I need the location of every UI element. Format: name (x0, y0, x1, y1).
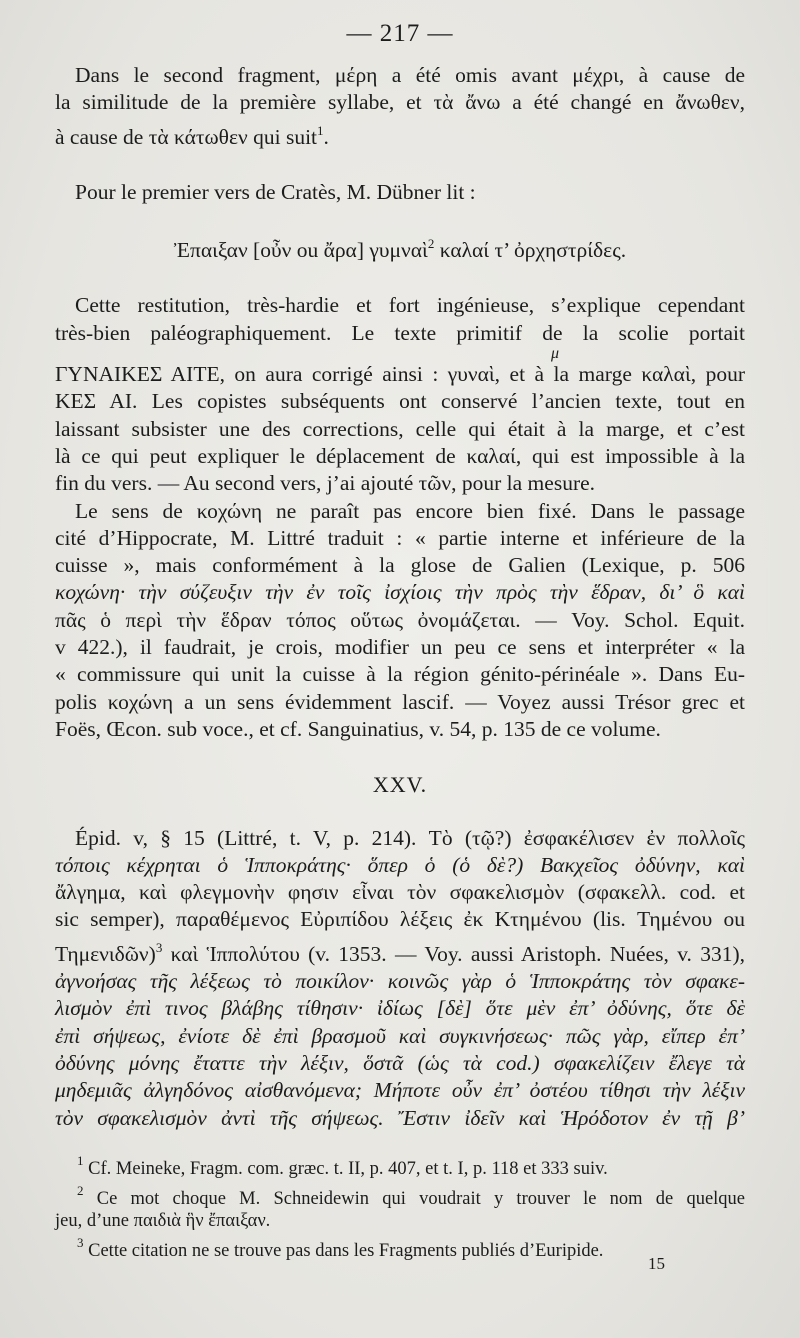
text-line: cuisse », mais conformément à la glose de Galien (Lexique, p. 506 (55, 553, 745, 578)
text-line: Pour le premier vers de Cratès, M. Dübner lit : (75, 179, 476, 204)
text-line: « commissure qui unit la cuisse à la région génito-périnéale ». Dans Eu- (55, 662, 745, 687)
text-line: τὸν σφακελισμὸν ἀντὶ τῆς σήψεως. Ἔστιν ἰδεῖν καὶ Ἡρόδοτον ἐν τῇ β’ (55, 1105, 745, 1130)
verse-line (55, 230, 745, 264)
interlinear-mark: μ (550, 345, 560, 363)
page-number: — 217 — (346, 20, 454, 47)
text-line: μηδεμιᾶς ἀλγηδόνος αἰσθανόμενα; Μήποτε οὖν ἐπ’ ὀστέου τίθησι τὴν λέξιν (55, 1078, 745, 1103)
footnote (55, 1232, 745, 1262)
text-line: ἄλγημα, καὶ φλεγμονὴν φησιν εἶναι τὸν σφακελισμὸν (σφακελλ. cod. et (55, 880, 745, 905)
text-line: Dans le second fragment, μέρη a été omis avant μέχρι, à cause de (75, 63, 745, 87)
footnote-continuation: jeu, d’une παιδιὰ ἣν ἔπαιξαν. (55, 1211, 271, 1231)
text-line: très-bien paléographiquement. Le texte primitif de la scolie portait (55, 320, 745, 345)
text-line: v 422.), il faudrait, je crois, modifier un peu ce sens et interpréter « la (55, 635, 745, 660)
text-line: ΚΕΣ ΑΙ. Les copistes subséquents ont conservé l’ancien texte, tout en (55, 389, 745, 414)
text-line (55, 934, 745, 968)
footnote-ref: 2 (427, 236, 435, 252)
text-line: πᾶς ὁ περὶ τὴν ἕδραν τόπος οὕτως ὀνομάζεται. — Voy. Schol. Equit. (55, 607, 745, 632)
text-line: κοχώνη· τὴν σύζευξιν τὴν ἐν τοῖς ἰσχίοις τὴν πρὸς τὴν ἕδραν, δι’ ὃ καὶ (55, 580, 745, 605)
verse-text: Ἐπαιξαν [οὖν ou ἄρα] γυμναὶ (173, 238, 428, 263)
section-heading: XXV. (372, 772, 428, 798)
verse-text: καλαί τ’ ὀρχηστρίδες. (434, 238, 627, 263)
text-line: fin du vers. — Au second vers, j’ai ajouté τῶν, pour la mesure. (55, 471, 596, 496)
text-line-content: Τημενιδῶν) (55, 941, 156, 966)
text-line: la similitude de la première syllabe, et τὰ ἄνω a été changé en ἄνωθεν, (55, 90, 745, 115)
footnote-text: Ce mot choque M. Schneidewin qui voudrait y trouver le nom de quelque (96, 1189, 746, 1209)
text-line: τόποις κέχρηται ὁ Ἱπποκράτης· ὅπερ ὁ (ὁ δὲ?) Βακχεῖος ὀδύνην, καὶ (55, 852, 745, 877)
text-line: λισμὸν ἐπὶ τινος βλάβης τίθησιν· ἰδίως [δὲ] ὅτε μὲν ἐπ’ ὀδύνης, ὅτε δὲ (55, 996, 745, 1021)
spacer (55, 151, 745, 179)
footnote-ref: 3 (155, 939, 163, 955)
text-line: Cette restitution, très-hardie et fort ingénieuse, s’explique cependant (75, 293, 745, 318)
text-line: ὀδύνης μόνης ἔταττε τὴν λέξιν, ὅστᾶ (ὡς τὰ cod.) σφακελίζειν ἔλεγε τὰ (55, 1050, 745, 1075)
footnote-text: Cf. Meineke, Fragm. com. græc. t. II, p. 407, et t. I, p. 118 et 333 suiv. (88, 1159, 608, 1179)
footnote-text: Cette citation ne se trouve pas dans les Fragments publiés d’Euripide. (88, 1241, 604, 1261)
text-line-content: καὶ Ἱππολύτου (v. 1353. — Voy. aussi Aristoph. Nuées, v. 331), (170, 941, 745, 966)
signature-mark: 15 (648, 1254, 665, 1273)
footnote (55, 1180, 745, 1210)
footnote-ref: 1 (317, 122, 324, 138)
main-text (55, 62, 745, 1132)
footnote-number: 1 (77, 1153, 84, 1168)
text-line: Foës, Œcon. sub voce., et cf. Sanguinatius, v. 54, p. 135 de ce volume. (55, 716, 661, 741)
text-line: là ce qui peut expliquer le déplacement de καλαί, qui est impossible à la (55, 443, 745, 468)
text-line: Épid. v, § 15 (Littré, t. V, p. 214). Τὸ (τῷ?) ἐσφακέλισεν ἐν πολλοῖς (75, 825, 745, 850)
text-line: ἐπὶ σήψεως, ἐνίοτε δὲ ἐπὶ βρασμοῦ καὶ συγκινήσεως· πῶς γὰρ, εἴπερ ἐπ’ (55, 1023, 745, 1048)
text-line: cité d’Hippocrate, M. Littré traduit : « partie interne et inférieure de la (55, 525, 745, 550)
text-line: Le sens de κοχώνη ne paraît pas encore bien fixé. Dans le passage (75, 498, 745, 523)
footnotes (55, 1150, 745, 1262)
text-line: sic semper), παραθέμενος Εὐριπίδου λέξεις ἐκ Κτημένου (lis. Τημένου ou (55, 907, 745, 932)
spacer (55, 206, 745, 230)
text-line-content: à cause de τὰ κάτωθεν qui suit (55, 124, 318, 149)
spacer (55, 264, 745, 292)
footnote (55, 1150, 745, 1180)
text-line: ἀγνοήσας τῆς λέξεως τὸ ποικίλον· κοινῶς γὰρ ὁ Ἱπποκράτης τὸν σφακε- (55, 969, 745, 994)
footnote-number: 3 (77, 1235, 84, 1250)
text-line: à cause de τὰ κάτωθεν qui suit$^1$. (55, 122, 329, 149)
text-line: ΓΥΝΑΙΚΕΣ ΑΙΤΕ, on aura corrigé ainsi : γυναὶ, et à la marge καλαὶ, pour (55, 362, 745, 387)
text-line: laissant subsister une des corrections, celle qui était à la marge, et c’est (55, 416, 745, 441)
footnote-number: 2 (77, 1183, 84, 1198)
text-line: polis κοχώνη a un sens évidemment lascif. — Voyez aussi Trésor grec et (55, 689, 745, 714)
